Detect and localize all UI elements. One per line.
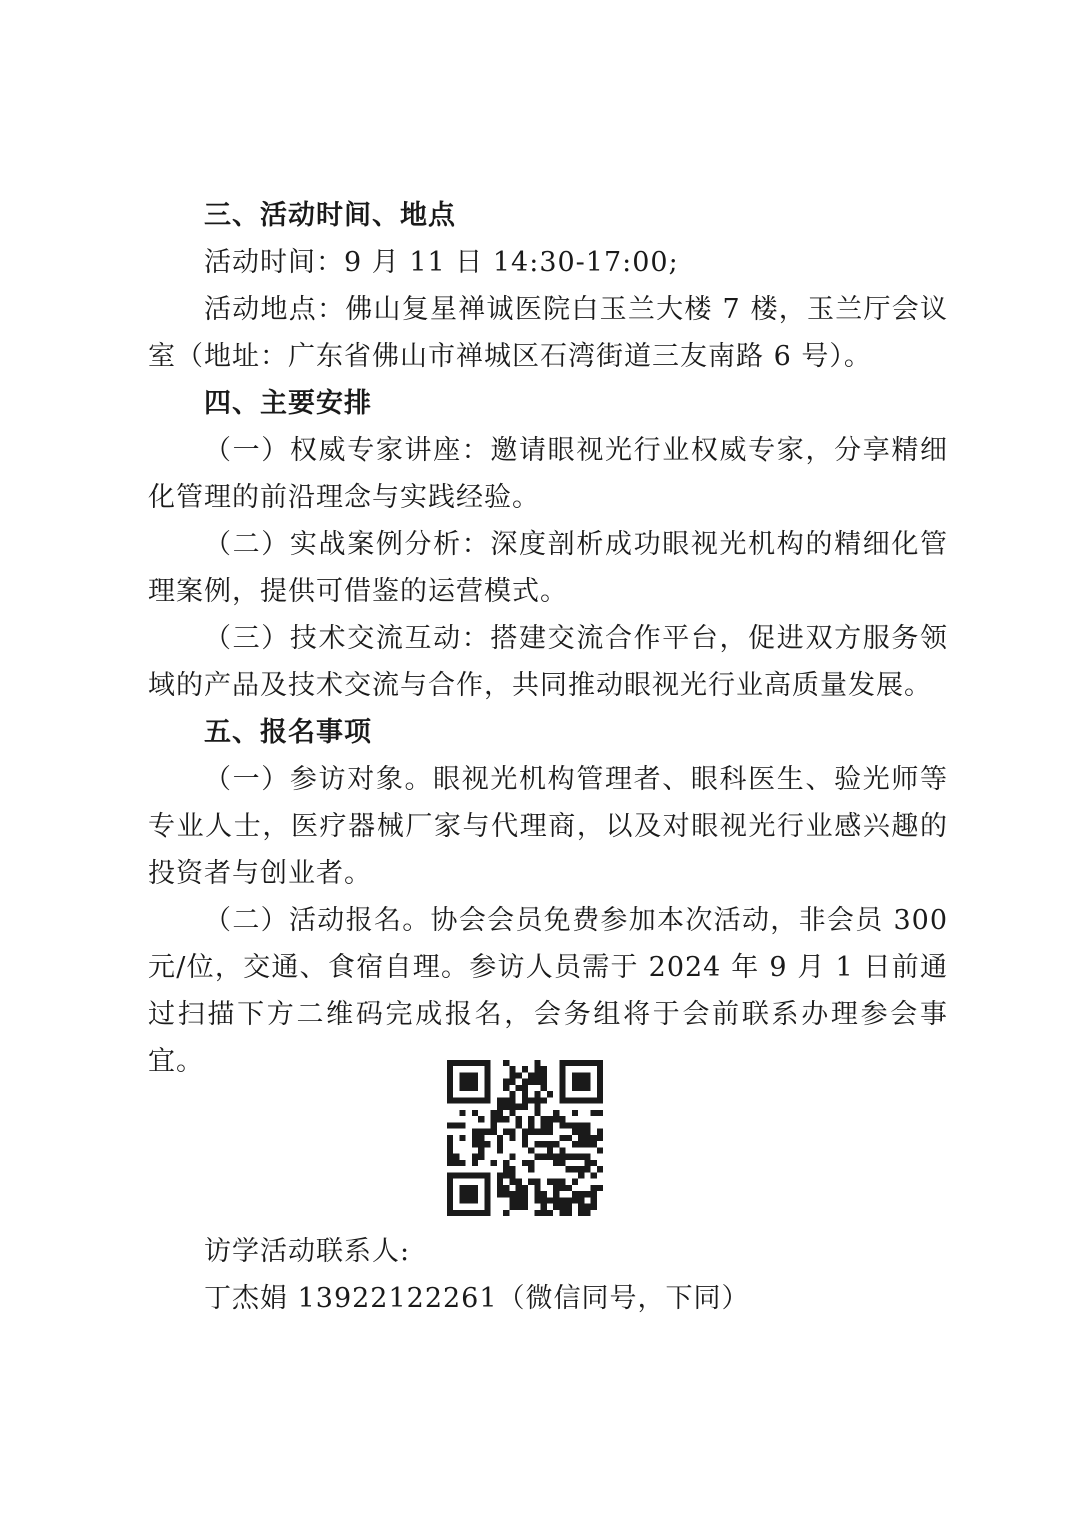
arrangement-item-2: （二）实战案例分析：深度剖析成功眼视光机构的精细化管理案例，提供可借鉴的运营模式。	[148, 529, 948, 607]
contact-block	[148, 1228, 948, 1322]
qr-code-icon[interactable]	[447, 1060, 603, 1216]
registration-item-2: （二）活动报名。协会会员免费参加本次活动，非会员 300 元/位，交通、食宿自理。参访人员需于 2024 年 9 月 1 日前通过扫描下方二维码完成报名，会务组将于会前联系办理参会事宜。	[148, 905, 948, 1077]
section-5-heading: 五、报名事项	[204, 717, 372, 748]
registration-item-1: （一）参访对象。眼视光机构管理者、眼科医生、验光师等专业人士，医疗器械厂家与代理商，以及对眼视光行业感兴趣的投资者与创业者。	[148, 764, 948, 889]
activity-time: 活动时间：9 月 11 日 14:30-17:00;	[204, 247, 679, 278]
qr-code-graphic	[447, 1060, 603, 1216]
contact-person: 丁杰娟 13922122261（微信同号，下同）	[204, 1283, 750, 1314]
document-body	[148, 192, 948, 1085]
contact-label: 访学活动联系人:	[204, 1236, 411, 1267]
section-3-heading: 三、活动时间、地点	[204, 200, 456, 231]
section-4-heading: 四、主要安排	[204, 388, 372, 419]
activity-location: 活动地点：佛山复星禅诚医院白玉兰大楼 7 楼，玉兰厅会议室（地址：广东省佛山市禅城区石湾街道三友南路 6 号）。	[148, 294, 948, 372]
arrangement-item-3: （三）技术交流互动：搭建交流合作平台，促进双方服务领域的产品及技术交流与合作，共同推动眼视光行业高质量发展。	[148, 623, 948, 701]
arrangement-item-1: （一）权威专家讲座：邀请眼视光行业权威专家，分享精细化管理的前沿理念与实践经验。	[148, 435, 948, 513]
